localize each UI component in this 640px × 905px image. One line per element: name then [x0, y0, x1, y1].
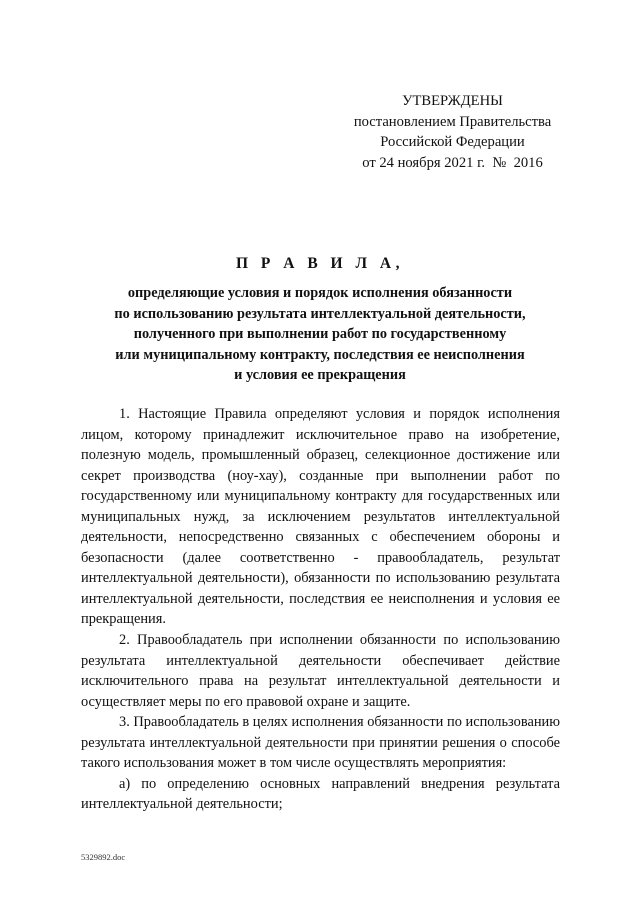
- subtitle-line: по использованию результата интеллектуальной деятельности,: [114, 305, 526, 322]
- approval-line-2: Российской Федерации: [380, 134, 525, 150]
- approval-date-number: от 24 ноября 2021 г. № 2016: [362, 154, 543, 171]
- paragraph-3: 3. Правообладатель в целях исполнения обязанности по использованию результата интеллектуальной деятельности при принятии решения о способе такого использования может в том числе осуществлять мероприятия:: [81, 714, 560, 772]
- document-body: [81, 404, 560, 815]
- subtitle-line: определяющие условия и порядок исполнения обязанности: [127, 285, 513, 301]
- document-title: [80, 254, 560, 386]
- subtitle-line: и условия ее прекращения: [234, 367, 406, 384]
- document-heading: П Р А В И Л А,: [236, 255, 404, 272]
- subtitle-line: полученного при выполнении работ по государственному: [133, 326, 507, 343]
- subtitle-line: или муниципальному контракту, последствия ее неисполнения: [115, 346, 525, 363]
- paragraph-2: 2. Правообладатель при исполнении обязанности по использованию результата интеллектуальной деятельности обеспечивает действие исключительного права на результат интеллектуальной деятельности и осуществляет меры по его правовой охране и защите.: [81, 632, 560, 710]
- document-code: 5329892.doc: [81, 852, 126, 862]
- approval-line-1: постановлением Правительства: [353, 113, 552, 130]
- approval-stamp: УТВЕРЖДЕНЫ: [402, 93, 503, 109]
- approval-block: [330, 91, 575, 173]
- paragraph-1: 1. Настоящие Правила определяют условия и порядок исполнения лицом, которому принадлежит исключительное право на изобретение, полезную модель, промышленный образец, селекционное достижение или секрет производства (ноу-хау), созданные при выполнении работ по государственному или муниципальному контракту для государственных или муниципальных нужд, за исключением результатов интеллектуальной деятельности, непосредственно связанных с обеспечением обороны и безопасности (далее соответственно - правообладатель, результат интеллектуальной деятельности), обязанности по использованию результата интеллектуальной деятельности, последствия ее неисполнения и условия ее прекращения.: [81, 406, 560, 628]
- paragraph-3a: а) по определению основных направлений внедрения результата интеллектуальной деятельности;: [81, 775, 560, 813]
